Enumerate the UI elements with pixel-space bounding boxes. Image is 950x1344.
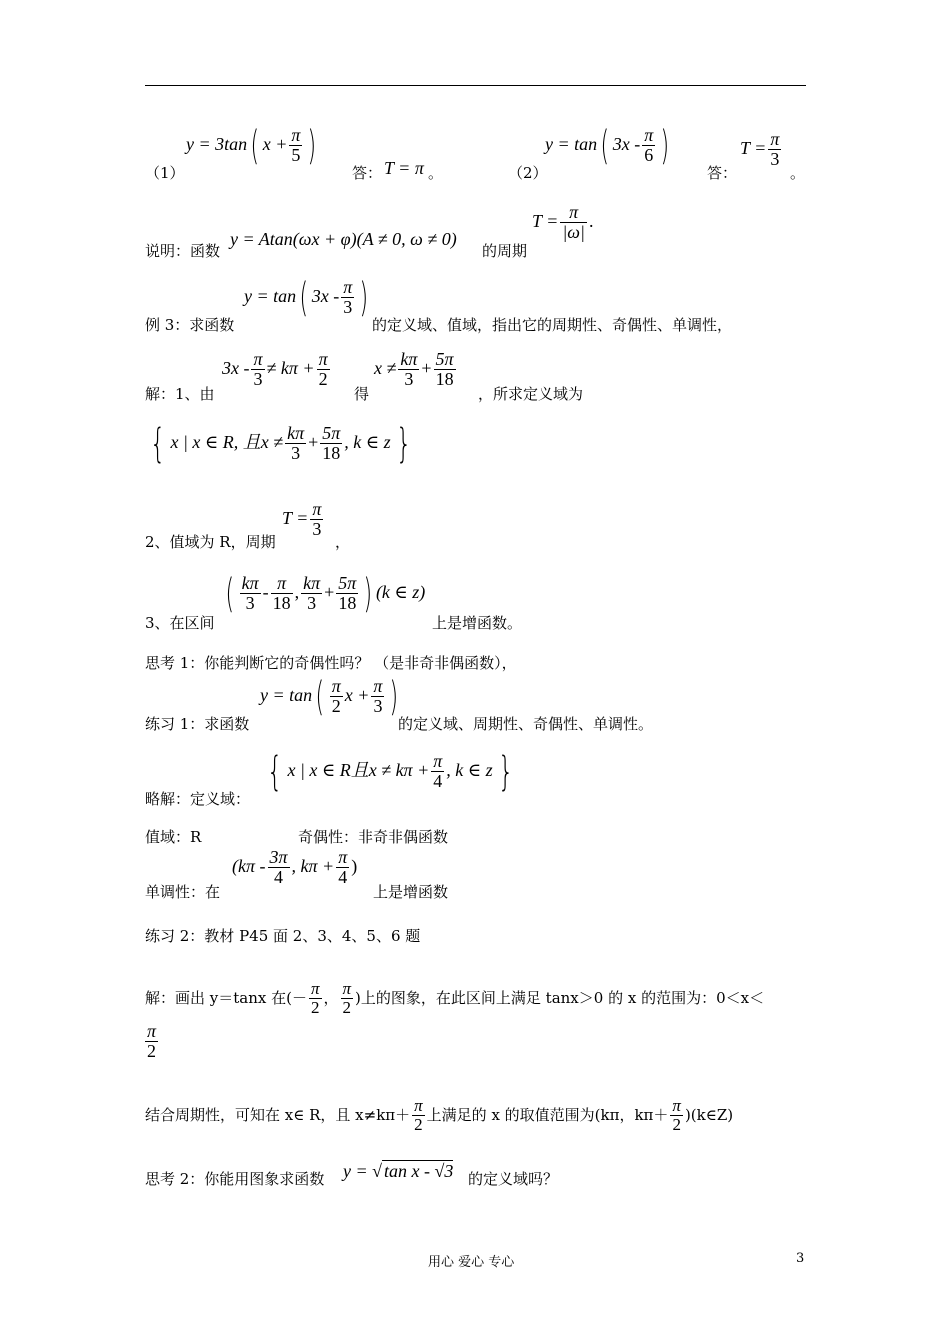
think-1: 思考 1：你能判断它的奇偶性吗？ （是非奇非偶函数）， [145,654,517,672]
solution-1-de: 得 [354,385,370,403]
solution-2-end: ， [335,533,351,551]
brief-label: 略解：定义域： [145,790,251,808]
exercise-2-pi-over-2: $\frac{\pi}{2}$ [147,1021,157,1061]
solution-2-period: T = $\frac{\pi}{3}$ [282,499,322,539]
example-3-question: 的定义域、值域，指出它的周期性、奇偶性、单调性， [372,316,733,334]
exercise-1-label: 练习 1：求函数 [145,715,250,733]
answer-2-label: 答： [707,164,738,182]
exercise-2-label: 练习 2：教材 P45 面 2、3、4、5、6 题 [145,927,421,945]
brief-range: 值域：R [145,828,202,846]
think-2-question: 的定义域吗？ [468,1170,559,1188]
solution-3-tail: 上是增函数。 [432,614,523,632]
note-label: 说明：函数 [145,242,221,260]
solution-3-label: 3、在区间 [145,614,215,632]
solution-1-label: 解：1、由 [145,385,215,403]
exercise-1-function: y = tan( $\frac{\pi}{2}$ x + $\frac{\pi}{3}$ ) [260,674,399,720]
solution-3-interval: ( $\frac{k\pi}{3}$ - $\frac{\pi}{18}$ , $\frac{k\pi}{3}$ + $\frac{5\pi}{18}$ ) (k ∈ z) [225,571,426,617]
solution-1-result: x ≠ $\frac{k\pi}{3}$ + $\frac{5\pi}{18}$ [374,349,454,389]
equation-1: y = 3tan( x + $\frac{\pi}{5}$ ) [186,123,317,169]
exercise-1-question: 的定义域、周期性、奇偶性、单调性。 [398,715,654,733]
page-number: 3 [796,1251,805,1266]
think-2-function: y = √ tan x - √3 [343,1161,454,1181]
example-3-label: 例 3：求函数 [145,316,235,334]
item-1-number: （1） [145,164,185,182]
answer-1: T = π [384,158,424,178]
exercise-2-combined: 结合周期性，可知在 x∈ R，且 x≠kπ＋ $\frac{\pi}{2}$ 上满足的 x 的取值范围为(kπ，kπ＋ $\frac{\pi}{2}$ )(k∈Z) [145,1096,734,1134]
solution-1-inequality: 3x - $\frac{\pi}{3}$ ≠ kπ + $\frac{\pi}{2}$ [222,349,328,389]
answer-1-label: 答： [352,164,383,182]
note-formula: y = Atan(ωx + φ)(A ≠ 0, ω ≠ 0) [230,229,457,249]
brief-domain-set: { x | x ∈ R且x ≠ kπ + $\frac{\pi}{4}$ , k ∈ z } [267,749,513,795]
exercise-2-solution: 解：画出 y＝tanx 在(－ $\frac{\pi}{2}$ ， $\frac{\pi}{2}$ )上的图象，在此区间上满足 tanx＞0 的 x 的范围为：0＜x＜ [145,979,765,1017]
domain-set: { x | x ∈ R, 且x ≠ $\frac{k\pi}{3}$ + $\frac{5\pi}{18}$ , k ∈ z } [150,421,411,467]
answer-1-end: 。 [428,164,444,182]
note-period-formula: T = $\frac{\pi}{|\omega|}$ . [532,202,594,242]
footer-motto: 用心 爱心 专心 [428,1255,515,1270]
header-rule [145,85,806,86]
item-2-number: （2） [508,164,548,182]
brief-mono-interval: (kπ - $\frac{3\pi}{4}$ , kπ + $\frac{\pi}{4}$ ) [232,847,358,887]
answer-2-end: 。 [790,164,806,182]
brief-mono-label: 单调性：在 [145,883,221,901]
brief-mono-tail: 上是增函数 [373,883,449,901]
solution-1-tail: ，所求定义域为 [478,385,584,403]
answer-2: T = $\frac{\pi}{3}$ [740,129,780,169]
solution-2-label: 2、值域为 R，周期 [145,533,276,551]
example-3-function: y = tan( 3x - $\frac{\pi}{3}$ ) [244,275,369,321]
note-period-text: 的周期 [482,242,528,260]
think-2-label: 思考 2：你能用图象求函数 [145,1170,325,1188]
equation-2: y = tan( 3x - $\frac{\pi}{6}$ ) [545,123,670,169]
brief-parity: 奇偶性：非奇非偶函数 [298,828,449,846]
